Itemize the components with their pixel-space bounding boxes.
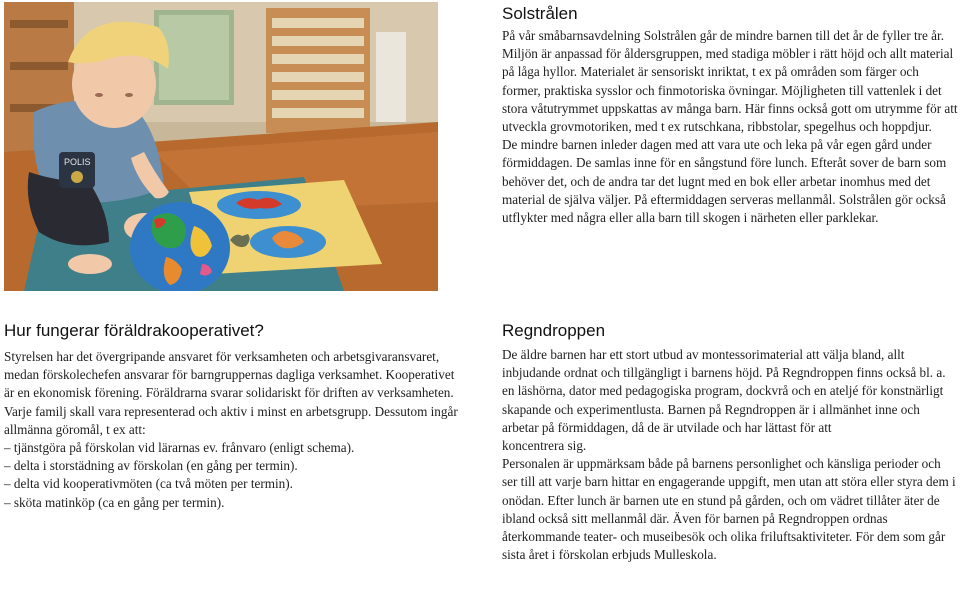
section-title-kooperativ: Hur fungerar föräldrakooperativet? [4, 321, 264, 340]
hero-photo [4, 2, 438, 291]
section-body-regndroppen [502, 346, 958, 564]
duties-list [4, 439, 464, 512]
list-item: – delta i storstädning av förskolan (en gång per termin). [4, 457, 464, 475]
paragraph: De äldre barnen har ett stort utbud av montessorimaterial att välja bland, allt inbjudande ordnat och tillgängligt i barnens höjd. På Regndroppen finns också bl. a. en läshörna, dator med pedagogiska program, dockvrå och en ateljé för konstnärligt skapande och experimentlusta. Barnen på Regndroppen är i allmänhet inne och arbetar på förmiddagen, då de är utvilade och har lättast för att [502, 347, 946, 435]
section-title-regndroppen: Regndroppen [502, 321, 606, 340]
paragraph: Styrelsen har det övergripande ansvaret för verksamheten och arbetsgivaransvaret, medan förskolechefen ansvarar för barngruppernas dagliga verksamhet. Kooperativet är en ekonomisk förening. Föräldrarna svarar solidariskt för driften av verksamheten. Varje familj skall vara representerad och aktiv i minst en arbetsgrupp. Dessutom ingår allmänna göromål, t ex att: [4, 349, 458, 437]
paragraph: koncentrera sig. [502, 438, 587, 454]
list-item: – sköta matinköp (ca en gång per termin). [4, 494, 464, 512]
paragraph: På vår småbarnsavdelning Solstrålen går de mindre barnen till det år de fyller tre år. Miljön är anpassad för åldersgruppen, med stadiga möbler i rätt höjd och allt material på låga hyllor. Materialet är sensoriskt inriktat, t ex på områden som färger och former, praktiska sysslor och finmotoriska övningar. Möjligheten till vattenlek i det stora våtutrymmet uppskattas av många barn. Här finns också gott om utrymme för att utveckla grovmotoriken, med t ex rutschkana, ribbstolar, spegelhus och hoppdjur. [502, 28, 958, 135]
list-item: – tjänstgöra på förskolan vid lärarnas ev. frånvaro (enligt schema). [4, 439, 464, 457]
list-item: – delta vid kooperativmöten (ca två möten per termin). [4, 475, 464, 493]
paragraph: Personalen är uppmärksam både på barnens personlighet och känsliga perioder och ser till att varje barn hittar en engagerande uppgift, men utan att störa eller styra dem i onödan. Efter lunch är barnen ute en stund på gården, och om vädret tillåter äter de ibland också sitt mellanmål där. Även för barnen på Regndroppen ordnas återkommande teater- och museibesök och olika friluftsaktiviteter. För dem som går sista året i förskolan erbjuds Mulleskola. [502, 456, 956, 563]
paragraph: De mindre barnen inleder dagen med att vara ute och leka på vår egen gård under förmiddagen. De samlas inne för en sångstund före lunch. Efteråt sover de barn som behöver det, och de andra tar det lugnt med en bok eller arbetar inomhus med det material de själva väljer. På eftermiddagen serveras mellanmål. Solstrålen gör också utflykter med några eller alla barn till skogen i närheten eller parklekar. [502, 137, 947, 226]
section-body-solstralen [502, 27, 958, 227]
section-title-solstralen: Solstrålen [502, 4, 578, 23]
badge-text: POLIS [64, 157, 91, 167]
section-body-kooperativ [4, 348, 464, 512]
photo-child-with-globe [4, 2, 438, 291]
